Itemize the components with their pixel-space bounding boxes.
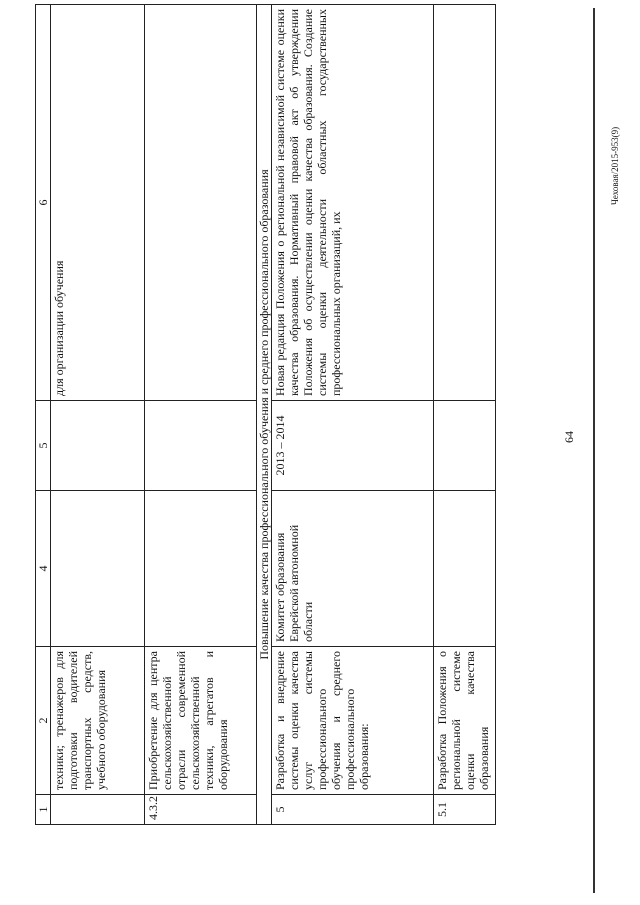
- table-row: [434, 5, 496, 825]
- row-activity: Разработка Положения о региональной системе оценки качества образования: [434, 647, 496, 795]
- footer-code: Чеховая/2015-953(9): [610, 126, 620, 205]
- row-number: 5.1: [434, 795, 496, 825]
- header-row: [36, 5, 51, 825]
- row-period: 2013 – 2014: [272, 401, 434, 491]
- row-executor: Комитет образования Еврейской автономной области: [272, 491, 434, 647]
- row-executor: [145, 491, 257, 647]
- row-period: [434, 401, 496, 491]
- program-table: [35, 4, 496, 825]
- scan-edge-line: [593, 8, 595, 893]
- row-executor: [51, 491, 145, 647]
- table-row: [51, 5, 145, 825]
- table-row: [272, 5, 434, 825]
- header-col-5: 5: [36, 401, 51, 491]
- row-result: [434, 5, 496, 401]
- row-number: [51, 795, 145, 825]
- header-col-2: 2: [36, 647, 51, 795]
- row-number: 4.3.2: [145, 795, 257, 825]
- row-activity: Приобретение для центра сельскохозяйственной отрасли современной сельскохозяйственной техники, агрегатов и оборудования: [145, 647, 257, 795]
- row-number: 5: [272, 795, 434, 825]
- row-period: [51, 401, 145, 491]
- section-heading: Повышение качества профессионального обучения и среднего профессионального образования: [257, 5, 272, 825]
- header-col-1: 1: [36, 795, 51, 825]
- section-heading-row: [257, 5, 272, 825]
- header-col-6: 6: [36, 5, 51, 401]
- row-activity: Разработка и внедрение системы оценки качества услуг системы профессионального обучения и среднего профессионального образования:: [272, 647, 434, 795]
- program-table-container: [35, 5, 563, 825]
- row-activity: техники; тренажеров для подготовки водителей транспортных средств, учебного оборудования: [51, 647, 145, 795]
- table-row: [145, 5, 257, 825]
- row-executor: [434, 491, 496, 647]
- row-result: для организации обучения: [51, 5, 145, 401]
- row-result: [145, 5, 257, 401]
- page-number: 64: [562, 431, 576, 443]
- row-period: [145, 401, 257, 491]
- header-col-4: 4: [36, 491, 51, 647]
- row-result: Новая редакция Положения о региональной независимой системе оценки качества образования. Нормативный правовой акт об утверждении Положения об осуществлении оценки качества образования. Создание системы оценки деятельности областных государственных профессиональных организаций, их: [272, 5, 434, 401]
